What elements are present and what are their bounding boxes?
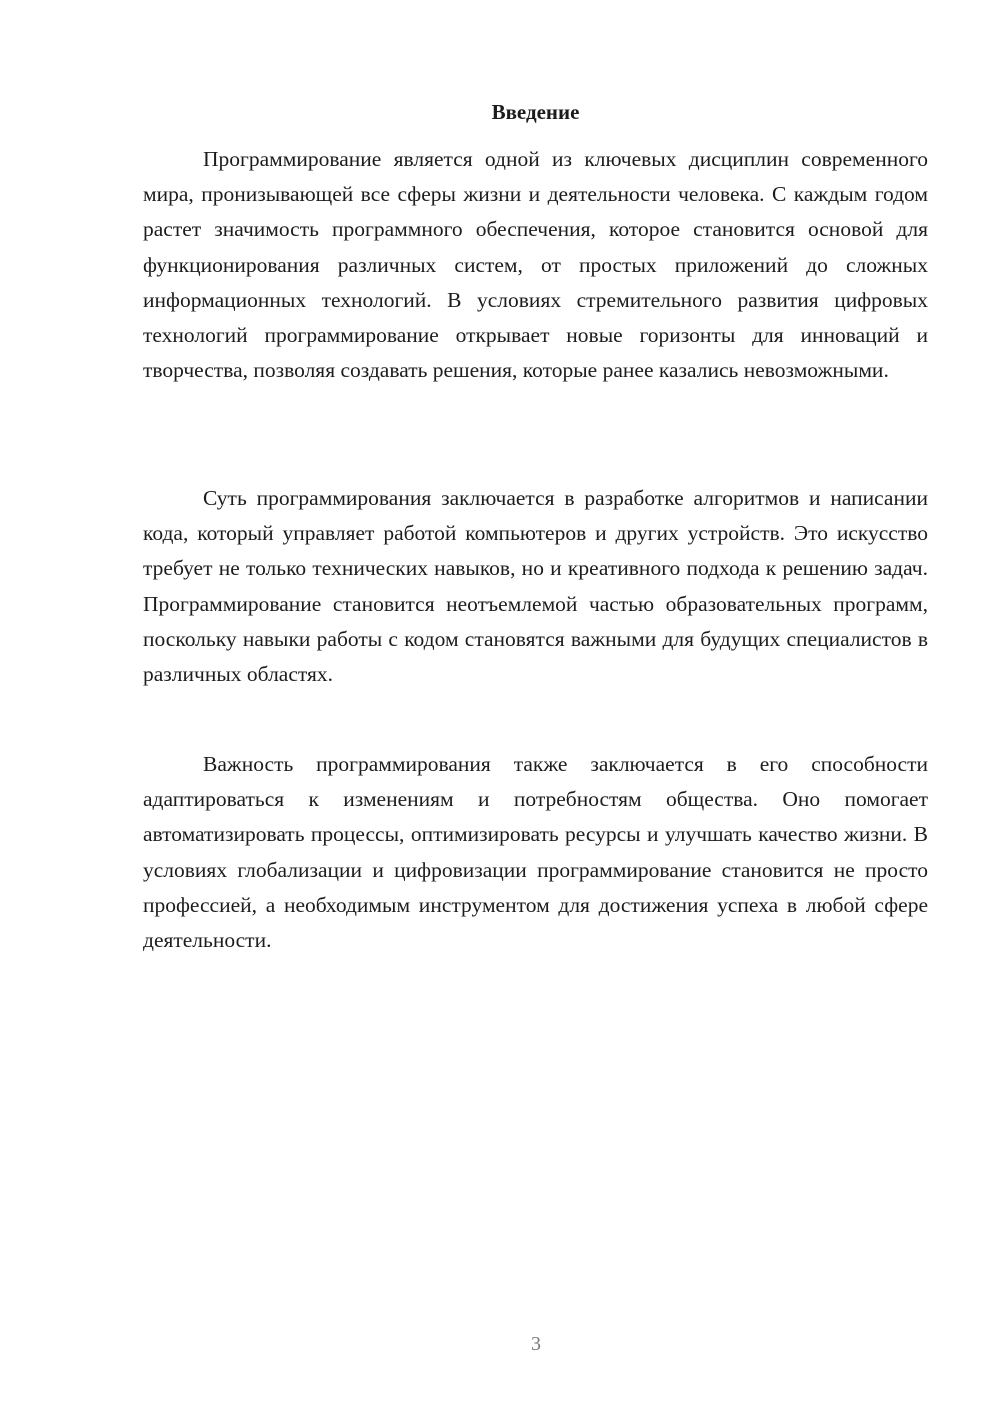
- paragraph-1: Программирование является одной из ключевых дисциплин современного мира, пронизывающей все сферы жизни и деятельности человека. С каждым годом растет значимость программного обеспечения, которое становится основой для функционирования различных систем, от простых приложений до сложных информационных технологий. В условиях стремительного развития цифровых технологий программирование открывает новые горизонты для инноваций и творчества, позволяя создавать решения, которые ранее казались невозможными.: [143, 147, 928, 383]
- paragraph-2: Суть программирования заключается в разработке алгоритмов и написании кода, который управляет работой компьютеров и других устройств. Это искусство требует не только технических навыков, но и креативного подхода к решению задач. Программирование становится неотъемлемой частью образовательных программ, поскольку навыки работы с кодом становятся важными для будущих специалистов в различных областях.: [143, 486, 928, 687]
- paragraph-3: Важность программирования также заключается в его способности адаптироваться к изменениям и потребностям общества. Оно помогает автоматизировать процессы, оптимизировать ресурсы и улучшать качество жизни. В условиях глобализации и цифровизации программирование становится не просто профессией, а необходимым инструментом для достижения успеха в любой сфере деятельности.: [143, 752, 928, 953]
- page-number: 3: [531, 1333, 541, 1355]
- section-title: Введение: [491, 100, 580, 124]
